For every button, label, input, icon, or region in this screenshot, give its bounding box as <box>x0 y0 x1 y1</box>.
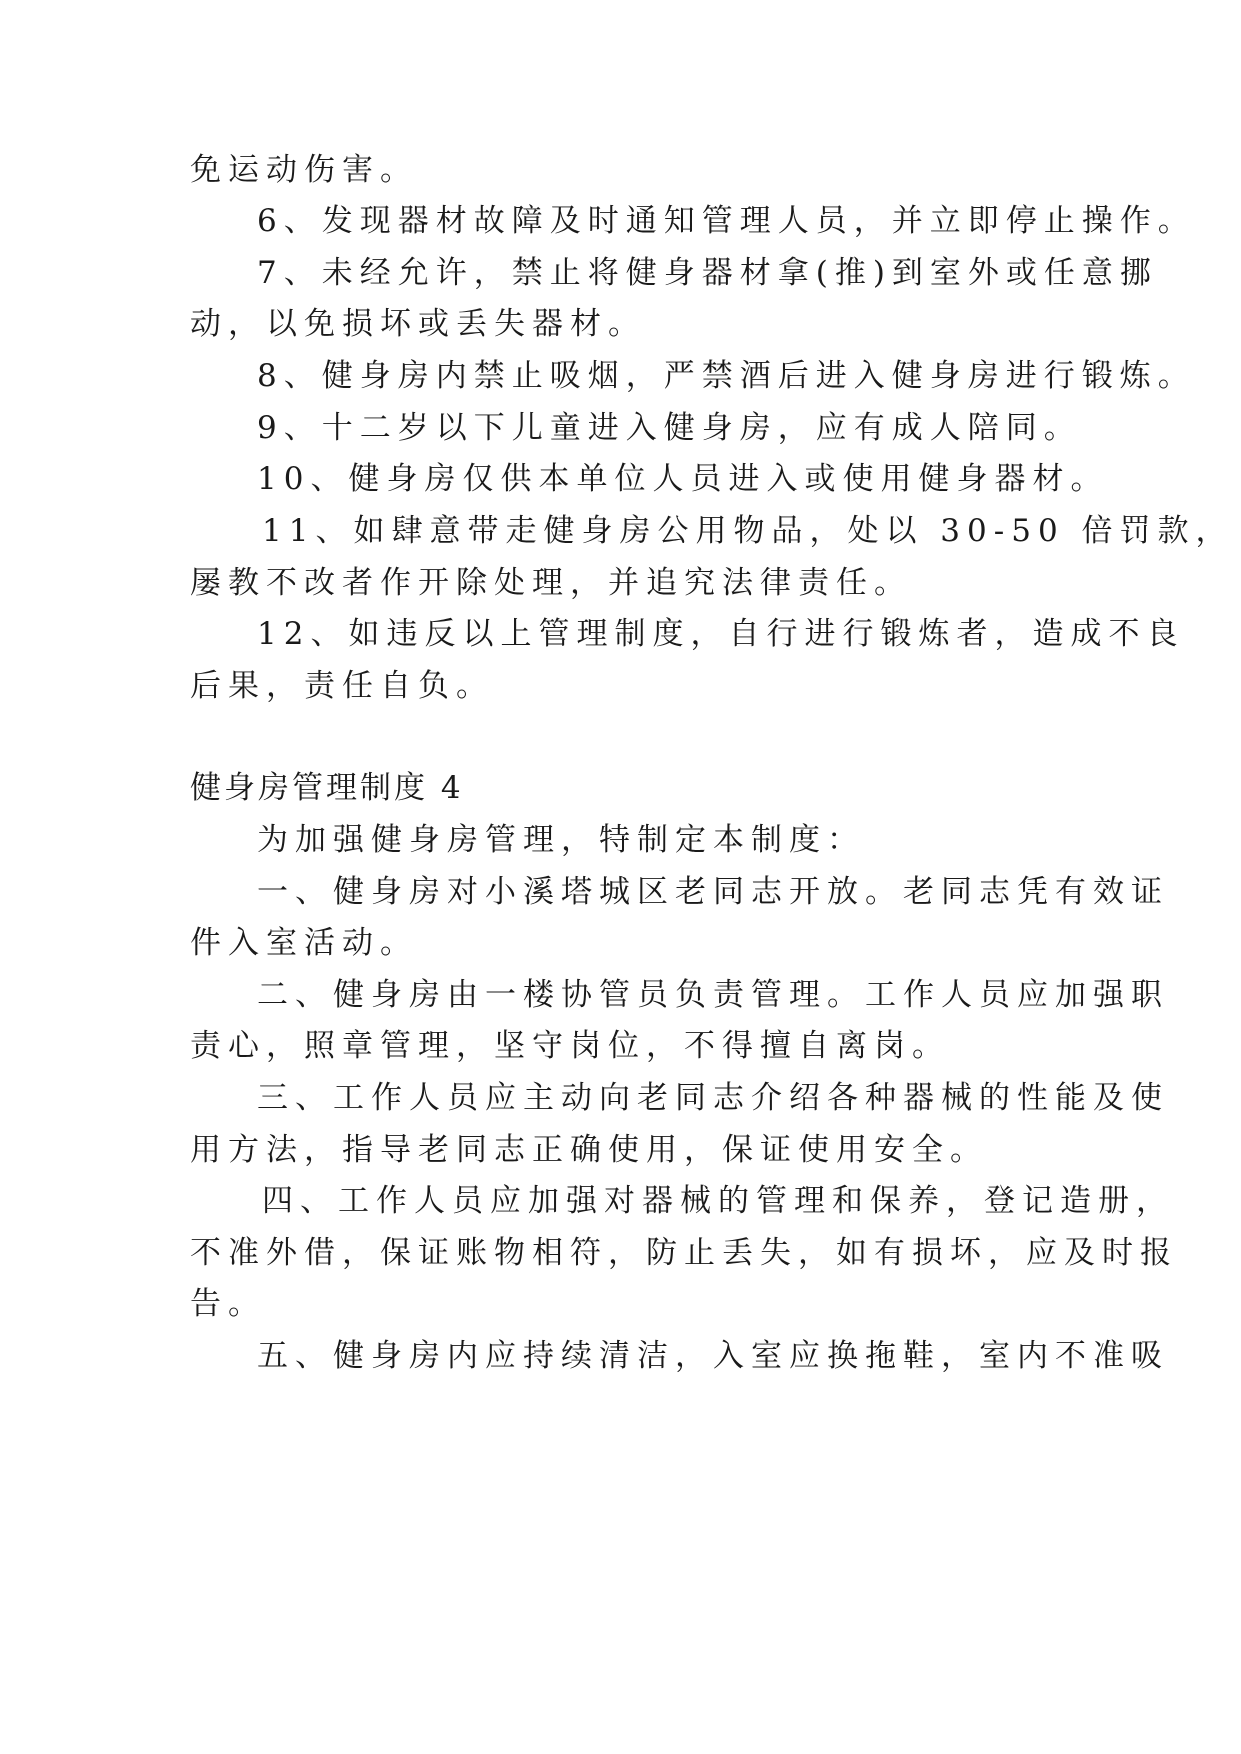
text-line: 用方法，指导老同志正确使用，保证使用安全。 <box>190 1132 988 1168</box>
text-line: 二、健身房由一楼协管员负责管理。工作人员应加强职 <box>257 977 1169 1013</box>
text-line: 件入室活动。 <box>190 925 418 961</box>
text-line: 屡教不改者作开除处理，并追究法律责任。 <box>190 565 912 601</box>
text-line: 9、十二岁以下儿童进入健身房，应有成人陪同。 <box>257 410 1082 446</box>
text-line: 责心，照章管理，坚守岗位，不得擅自离岗。 <box>190 1028 950 1064</box>
text-line: 12、如违反以上管理制度，自行进行锻炼者，造成不良 <box>257 616 1185 652</box>
text-line: 11、如肆意带走健身房公用物品，处以 30-50 倍罚款， <box>262 513 1234 549</box>
text-line: 一、健身房对小溪塔城区老同志开放。老同志凭有效证 <box>257 874 1169 910</box>
text-line: 后果，责任自负。 <box>190 668 494 704</box>
text-line: 免运动伤害。 <box>190 152 418 188</box>
text-line: 6、发现器材故障及时通知管理人员，并立即停止操作。 <box>257 203 1196 239</box>
text-line: 不准外借，保证账物相符，防止丢失，如有损坏，应及时报 <box>190 1235 1178 1271</box>
text-line: 四、工作人员应加强对器械的管理和保养，登记造册， <box>262 1183 1174 1219</box>
text-line: 三、工作人员应主动向老同志介绍各种器械的性能及使 <box>257 1080 1169 1116</box>
text-line: 7、未经允许，禁止将健身器材拿(推)到室外或任意挪 <box>257 255 1158 291</box>
text-line: 10、健身房仅供本单位人员进入或使用健身器材。 <box>257 461 1109 497</box>
text-line: 8、健身房内禁止吸烟，严禁酒后进入健身房进行锻炼。 <box>257 358 1196 394</box>
text-line: 动，以免损坏或丢失器材。 <box>190 306 646 342</box>
text-line: 五、健身房内应持续清洁，入室应换拖鞋，室内不准吸 <box>257 1338 1169 1374</box>
text-line: 为加强健身房管理，特制定本制度： <box>257 822 865 858</box>
text-line: 告。 <box>190 1286 266 1322</box>
section-heading: 健身房管理制度 4 <box>190 770 464 806</box>
